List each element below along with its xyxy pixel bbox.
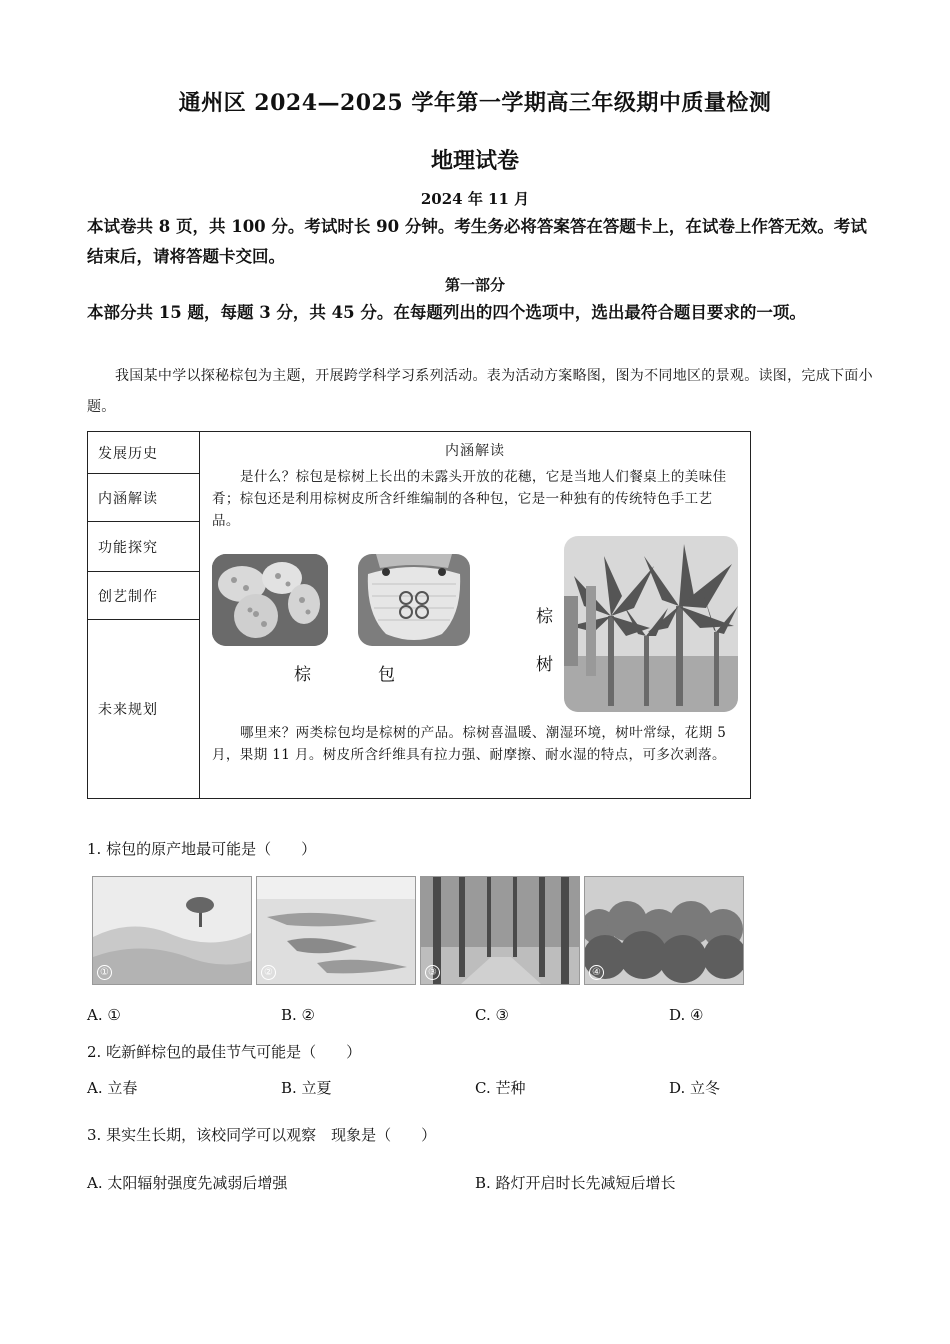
plan-row-history: 发展历史 xyxy=(88,432,200,474)
q2-option-b[interactable]: B. 立夏 xyxy=(281,1079,332,1097)
scene-number-2: ② xyxy=(261,965,276,980)
q2-option-d[interactable]: D. 立冬 xyxy=(669,1079,721,1097)
question-1-stem: 1. 棕包的原产地最可能是（ ） xyxy=(87,840,317,858)
exam-title: 通州区 2024—2025 学年第一学期高三年级期中质量检测 xyxy=(178,90,772,116)
palm-tree-illustration xyxy=(564,536,738,712)
q1-option-b[interactable]: B. ② xyxy=(281,1006,316,1024)
exam-instructions: 本试卷共 8 页，共 100 分。考试时长 90 分钟。考生务必将答案答在答题卡上，在试卷上作答无效。考试结束后，请将答题卡交回。 xyxy=(87,217,867,266)
scene-number-3: ③ xyxy=(425,965,440,980)
rainforest-illustration xyxy=(585,877,743,984)
wetland-illustration xyxy=(257,877,415,984)
zongbao-food-illustration xyxy=(212,554,328,646)
q2-option-a[interactable]: A. 立春 xyxy=(87,1079,138,1097)
caption-zong-tree: 棕 xyxy=(536,607,555,627)
q2-option-c[interactable]: C. 芒种 xyxy=(475,1079,526,1097)
scene-number-1: ① xyxy=(97,965,112,980)
question-2-stem: 2. 吃新鲜棕包的最佳节气可能是（ ） xyxy=(87,1043,362,1061)
caption-shu: 树 xyxy=(536,655,555,675)
caption-zong: 棕 xyxy=(294,665,313,685)
landscape-1-desert xyxy=(92,876,252,985)
q3-option-b[interactable]: B. 路灯开启时长先减短后增长 xyxy=(475,1174,676,1192)
desert-illustration xyxy=(93,877,251,984)
plan-para-what: 是什么？棕包是棕树上长出的未露头开放的花穗，它是当地人们餐桌上的美味佳肴；棕包还是利用棕树皮所含纤维编制的各种包，它是一种独有的传统特色手工艺品。 xyxy=(212,469,727,529)
subject-title: 地理试卷 xyxy=(430,148,519,174)
caption-bao: 包 xyxy=(378,665,397,685)
part-instructions: 本部分共 15 题，每题 3 分，共 45 分。在每题列出的四个选项中，选出最符合题目要求的一项。 xyxy=(87,303,806,322)
palm-tree-photo xyxy=(564,536,738,712)
plan-main-cell xyxy=(200,432,751,799)
q1-option-c[interactable]: C. ③ xyxy=(475,1006,509,1024)
landscape-2-wetland xyxy=(256,876,416,985)
q1-option-a[interactable]: A. ① xyxy=(87,1006,121,1024)
q3-option-a[interactable]: A. 太阳辐射强度先减弱后增强 xyxy=(87,1174,288,1192)
plan-row-craft: 创艺制作 xyxy=(88,572,200,620)
exam-date: 2024 年 11 月 xyxy=(420,190,530,208)
zongbao-bag-photo xyxy=(358,554,470,646)
zongbao-food-photo xyxy=(212,554,328,646)
plan-main-heading: 内涵解读 xyxy=(445,443,505,459)
forest-illustration xyxy=(421,877,579,984)
plan-para-where: 哪里来？两类棕包均是棕树的产品。棕树喜温暖、潮湿环境，树叶常绿，花期 5 月，果期 11 月。树皮所含纤维具有拉力强、耐摩擦、耐水湿的特点，可多次剥落。 xyxy=(212,725,727,763)
part-title: 第一部分 xyxy=(444,276,505,294)
zongbao-bag-illustration xyxy=(358,554,470,646)
q1-option-d[interactable]: D. ④ xyxy=(669,1006,704,1024)
activity-plan-table xyxy=(87,431,751,799)
question-3-stem: 3. 果实生长期，该校同学可以观察 现象是（ ） xyxy=(87,1126,437,1144)
plan-row-future: 未来规划 xyxy=(88,620,200,799)
landscape-3-forest xyxy=(420,876,580,985)
landscape-4-rainforest xyxy=(584,876,744,985)
plan-row-function: 功能探究 xyxy=(88,522,200,572)
scene-number-4: ④ xyxy=(589,965,604,980)
plan-row-meaning: 内涵解读 xyxy=(88,474,200,522)
passage-intro: 我国某中学以探秘棕包为主题，开展跨学科学习系列活动。表为活动方案略图，图为不同地区的景观。读图，完成下面小题。 xyxy=(87,368,873,415)
